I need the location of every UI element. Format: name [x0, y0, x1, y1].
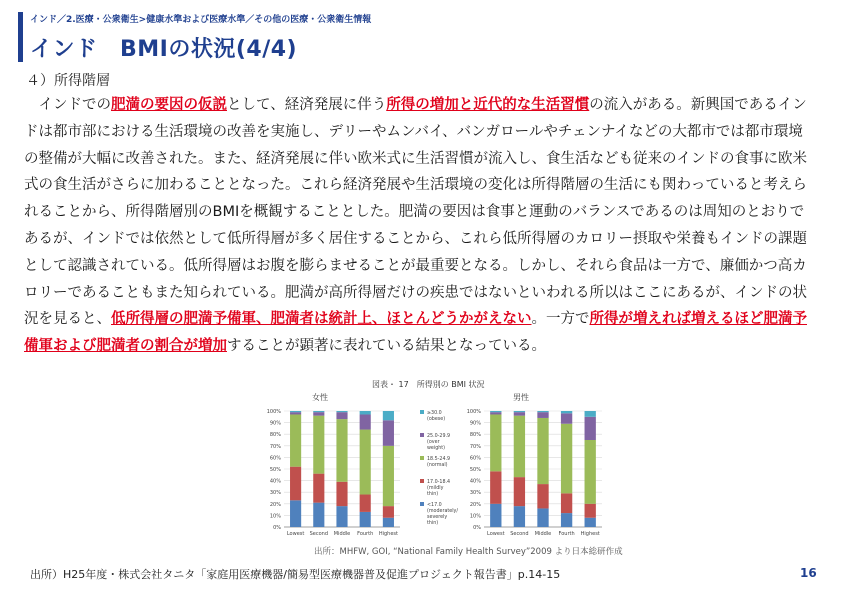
bar-segment: [290, 411, 301, 412]
figure-caption: 図表・ 17 所得別の BMI 状況: [372, 380, 485, 389]
y-tick-label: 10%: [469, 513, 481, 520]
x-tick-label: Second: [309, 531, 329, 537]
bmi-figure: [262, 379, 623, 559]
legend-label: ≥30.0: [427, 411, 442, 416]
legend-swatch: [420, 410, 424, 414]
bar-segment: [360, 411, 371, 414]
bar-segment: [514, 411, 525, 412]
x-tick-label: Highest: [580, 531, 600, 537]
bar-segment: [537, 484, 548, 508]
bar-segment: [336, 482, 347, 506]
bar-segment: [290, 500, 301, 527]
bar-segment: [360, 414, 371, 429]
legend-swatch: [420, 456, 424, 460]
legend-label: (over: [427, 440, 440, 445]
bar-segment: [360, 512, 371, 527]
bar-segment: [561, 513, 572, 527]
y-tick-label: 40%: [469, 478, 481, 485]
bar-segment: [490, 414, 501, 471]
body-segment: として、経済発展に伴う: [227, 97, 387, 113]
chart-title: 女性: [312, 393, 328, 402]
bar-segment: [561, 411, 572, 413]
page-number: 16: [800, 566, 817, 580]
x-tick-label: Highest: [378, 531, 398, 537]
y-tick-label: 90%: [469, 420, 481, 427]
legend-label: weight): [427, 446, 446, 451]
body-paragraph: [24, 92, 814, 360]
y-tick-label: 90%: [269, 420, 281, 427]
y-tick-label: 10%: [269, 513, 281, 520]
y-tick-label: 20%: [469, 501, 481, 508]
bar-segment: [313, 411, 324, 412]
legend-label: 25.0-29.9: [427, 434, 451, 439]
bar-segment: [585, 411, 596, 417]
bar-segment: [514, 416, 525, 477]
y-tick-label: 70%: [469, 443, 481, 450]
bar-segment: [290, 412, 301, 414]
y-tick-label: 100%: [466, 409, 481, 415]
bar-segment: [537, 418, 548, 484]
legend-swatch: [420, 502, 424, 506]
bar-segment: [490, 471, 501, 503]
bmi-chart: [262, 389, 606, 545]
bar-segment: [537, 412, 548, 418]
y-tick-label: 60%: [469, 455, 481, 462]
bar-segment: [585, 440, 596, 504]
body-highlight: 所得の増加と近代的な生活習慣: [386, 97, 590, 113]
bar-segment: [290, 467, 301, 501]
bar-segment: [514, 506, 525, 527]
body-highlight: 肥満の要因の仮説: [111, 97, 227, 113]
bar-segment: [313, 503, 324, 527]
legend-swatch: [420, 433, 424, 437]
body-segment: の流入がある。新興国であるインドは都市部における生活環境の改善を実施し、デリーやムンバイ、バンガロールやチェンナイなどの大都市では都市環境の整備が大幅に改善された。また、経済発展に伴い欧米式に生活習慣が流入し、食生活なども従来のインドの食事に欧米式の食生活がさらに加わることとなった。これら経済発展や生活環境の変化は所得階層の生活にも関わっていると考えられることから、所得階層別のBMIを概観することとした。肥満の要因は食事と運動のバランスであるのは周知のとおりであるが、インドでは依然として低所得層が多く居住することから、これら低所得層のカロリー摂取や栄養もインドの課題として認識されている。低所得層はお腹を膨らませることが最重要となる。しかし、それら食品は一方で、廉価かつ高カロリーであることもまた知られている。肥満が高所得層だけの疾患ではないといわれる所以はここにあるが、インドの状況を見ると、: [24, 97, 807, 328]
bar-segment: [313, 416, 324, 474]
y-tick-label: 0%: [273, 525, 281, 531]
legend-swatch: [420, 479, 424, 483]
body-highlight: 所得が増えれば増えるほど肥満予備軍および肥満者の割合が増加: [24, 311, 807, 355]
figure-source: 出所：MHFW, GOI, “National Family Health Survey”2009 より日本総研作成: [314, 547, 623, 557]
title-accent-bar: [18, 12, 23, 62]
y-tick-label: 40%: [269, 478, 281, 485]
bar-segment: [383, 446, 394, 506]
x-tick-label: Middle: [333, 531, 351, 537]
bar-segment: [383, 506, 394, 518]
bar-segment: [490, 412, 501, 414]
legend-label: (normal): [427, 463, 448, 468]
bar-segment: [585, 417, 596, 440]
x-tick-label: Fourth: [558, 531, 575, 537]
bar-segment: [585, 504, 596, 518]
y-tick-label: 50%: [469, 467, 481, 473]
bar-segment: [336, 412, 347, 419]
bar-segment: [336, 419, 347, 482]
bar-segment: [585, 518, 596, 527]
x-tick-label: Fourth: [357, 531, 374, 537]
bar-segment: [383, 420, 394, 446]
legend-label: 17.0-18.4: [427, 480, 451, 485]
bar-segment: [490, 411, 501, 412]
y-tick-label: 100%: [266, 409, 281, 415]
page-title: インド BMIの状況(4/4): [30, 37, 298, 62]
x-tick-label: Lowest: [487, 531, 505, 537]
bar-segment: [514, 412, 525, 415]
bar-segment: [383, 411, 394, 420]
y-tick-label: 0%: [473, 525, 481, 531]
y-tick-label: 30%: [269, 490, 281, 497]
bar-segment: [490, 504, 501, 527]
body-highlight: 低所得層の肥満予備軍、肥満者は統計上、ほとんどうかがえない: [111, 311, 532, 328]
y-tick-label: 60%: [269, 455, 281, 462]
bar-segment: [561, 413, 572, 423]
y-tick-label: 70%: [269, 443, 281, 450]
breadcrumb: インド／2.医療・公衆衛生>健康水準および医療水準／その他の医療・公衆衛生情報: [30, 15, 372, 25]
section-heading: ４）所得階層: [26, 73, 110, 89]
legend-label: thin): [427, 492, 439, 497]
legend-label: severely: [427, 515, 448, 520]
legend-label: 18.5-24.9: [427, 457, 451, 462]
bar-segment: [537, 508, 548, 527]
bar-segment: [537, 411, 548, 412]
legend-label: (obese): [427, 417, 446, 422]
legend-label: thin): [427, 521, 439, 526]
x-tick-label: Second: [510, 531, 529, 537]
y-tick-label: 80%: [269, 432, 281, 439]
bar-segment: [313, 412, 324, 415]
bar-segment: [514, 477, 525, 506]
bar-segment: [290, 414, 301, 466]
chart-title: 男性: [513, 393, 529, 402]
x-tick-label: Lowest: [286, 531, 305, 537]
body-segment: インドでの: [24, 97, 111, 113]
y-tick-label: 30%: [469, 490, 481, 497]
legend-label: <17.0: [427, 503, 442, 508]
bar-segment: [336, 506, 347, 527]
bar-segment: [561, 424, 572, 494]
footer-source: 出所）H25年度・株式会社タニタ「家庭用医療機器/簡易型医療機器普及促進プロジェクト報告書」p.14-15: [30, 568, 561, 581]
bar-segment: [360, 495, 371, 512]
y-tick-label: 20%: [269, 501, 281, 508]
x-tick-label: Middle: [534, 531, 552, 537]
bar-segment: [360, 430, 371, 495]
bar-segment: [313, 474, 324, 503]
legend-label: (mildly: [427, 486, 444, 491]
body-segment: することが顕著に表れている結果となっている。: [227, 338, 546, 355]
bar-segment: [336, 411, 347, 412]
y-tick-label: 50%: [269, 467, 281, 473]
legend-label: (moderately/: [427, 509, 459, 514]
body-segment: 。一方で: [531, 311, 590, 328]
bar-segment: [561, 493, 572, 513]
bar-segment: [383, 518, 394, 527]
y-tick-label: 80%: [469, 432, 481, 439]
